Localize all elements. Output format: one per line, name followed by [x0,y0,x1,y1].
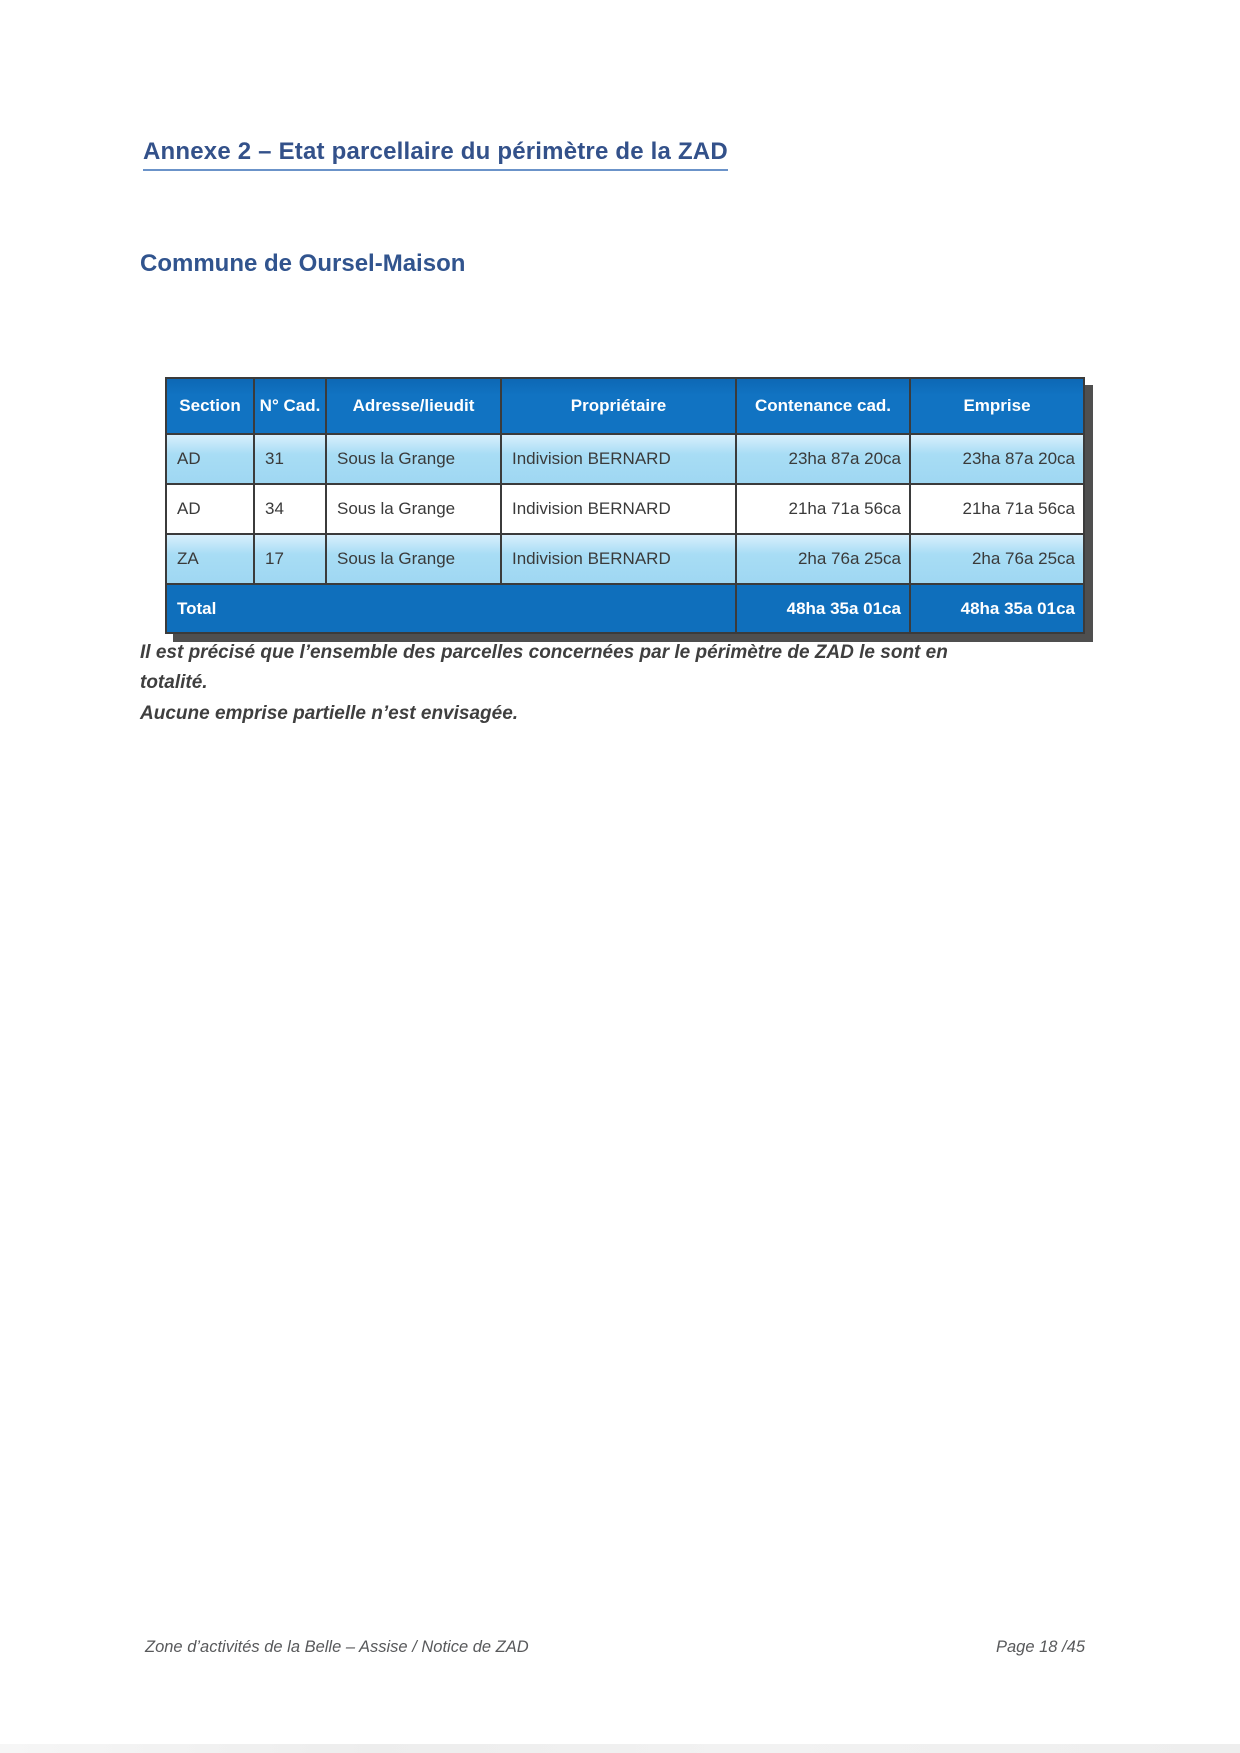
table-row [166,434,1084,484]
cell-proprietaire: Indivision BERNARD [501,534,736,584]
page-footer [145,1638,1085,1657]
cell-section: AD [166,434,254,484]
cell-emprise: 21ha 71a 56ca [910,484,1084,534]
note-line-2: Aucune emprise partielle n’est envisagée. [140,702,519,724]
table-row [166,534,1084,584]
cell-num-cad: 17 [254,534,326,584]
cell-section: ZA [166,534,254,584]
cell-proprietaire: Indivision BERNARD [501,434,736,484]
parcel-table [165,377,1085,634]
cell-adresse: Sous la Grange [326,434,501,484]
cell-num-cad: 34 [254,484,326,534]
col-header-emprise: Emprise [910,378,1084,434]
table-row [166,484,1084,534]
col-header-num-cad: N° Cad. [254,378,326,434]
total-contenance: 48ha 35a 01ca [736,584,910,633]
table-total-row [166,584,1084,633]
footer-document-title: Zone d’activités de la Belle – Assise / Notice de ZAD [145,1638,529,1656]
col-header-section: Section [166,378,254,434]
cell-contenance: 21ha 71a 56ca [736,484,910,534]
total-label: Total [166,584,736,633]
cell-adresse: Sous la Grange [326,484,501,534]
cell-contenance: 2ha 76a 25ca [736,534,910,584]
col-header-contenance: Contenance cad. [736,378,910,434]
footer-page-number: Page 18 /45 [996,1638,1085,1656]
precision-note [140,638,1020,729]
col-header-proprietaire: Propriétaire [501,378,736,434]
table-header-row [166,378,1084,434]
note-line-1: Il est précisé que l’ensemble des parcelles concernées par le périmètre de ZAD le sont en totalité. [140,642,948,694]
cell-proprietaire: Indivision BERNARD [501,484,736,534]
cell-num-cad: 31 [254,434,326,484]
total-emprise: 48ha 35a 01ca [910,584,1084,633]
commune-heading: Commune de Oursel-Maison [140,250,466,277]
page-title: Annexe 2 – Etat parcellaire du périmètre de la ZAD [143,138,728,171]
col-header-adresse: Adresse/lieudit [326,378,501,434]
scan-edge-artifact [0,1744,1240,1753]
cell-adresse: Sous la Grange [326,534,501,584]
cell-emprise: 23ha 87a 20ca [910,434,1084,484]
cell-contenance: 23ha 87a 20ca [736,434,910,484]
cell-section: AD [166,484,254,534]
cell-emprise: 2ha 76a 25ca [910,534,1084,584]
